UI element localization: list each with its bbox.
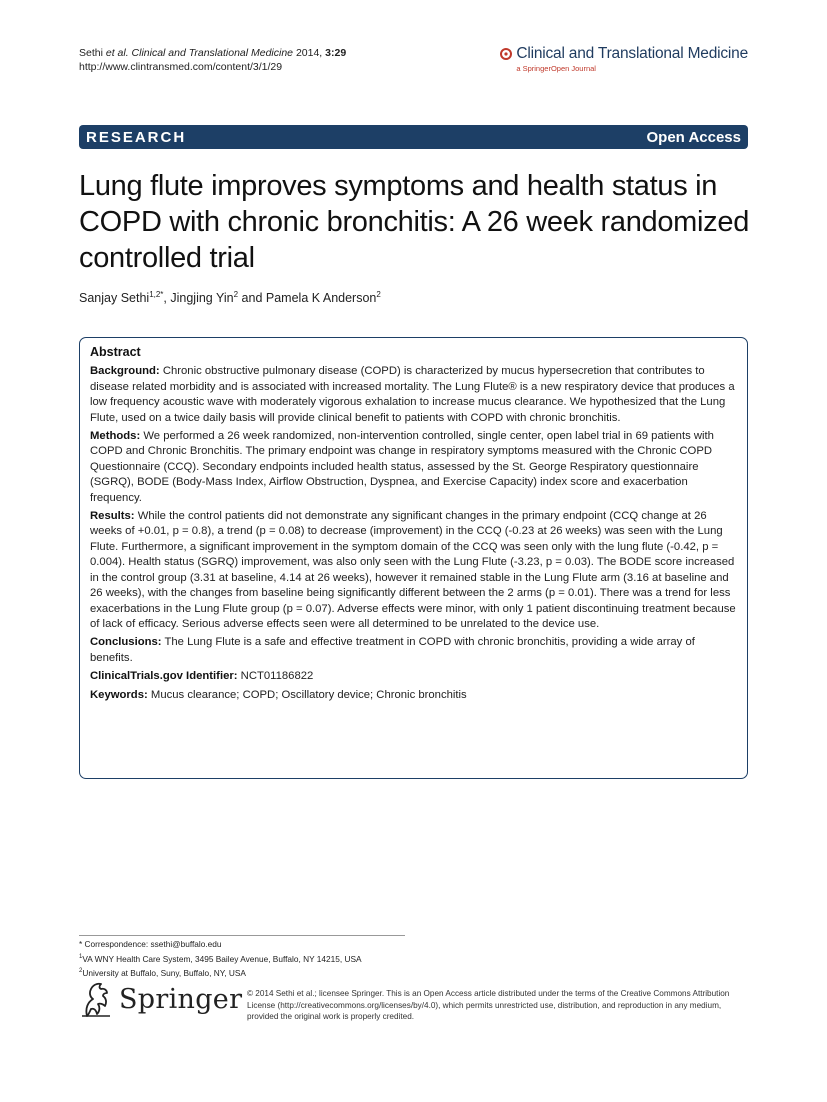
abstract-trial-id <box>90 669 737 684</box>
citation-line <box>79 46 346 60</box>
citation-volume: 3:29 <box>325 47 347 59</box>
abstract-methods <box>90 429 737 506</box>
citation-journal: Clinical and Translational Medicine <box>131 47 294 59</box>
results-label: Results: <box>90 510 135 523</box>
springer-horse-logo-icon <box>79 980 113 1018</box>
citation-etal: et al. <box>105 47 129 59</box>
citation-year: 2014, <box>295 47 323 59</box>
journal-brand <box>500 45 748 73</box>
publisher-name: Springer <box>119 983 243 1015</box>
trial-id[interactable]: NCT01186822 <box>240 670 314 683</box>
methods-label: Methods: <box>90 430 141 443</box>
running-header <box>79 46 346 74</box>
author-name: Jingjing Yin <box>170 291 234 306</box>
abstract-box <box>79 337 748 779</box>
journal-logo-icon <box>500 48 512 60</box>
background-text: Chronic obstructive pulmonary disease (COPD) is characterized by mucus hypersecretion that contributes to disease related morbidity and is associated with increased mortality. The Lung Flute® is a new respiratory device that produces a low frequency acoustic wave with moderately vigorous exhalation to increase mucus clearance. We hypothesized that the Lung Flute, used on a twice daily basis will provide clinical benefit to patients with COPD with chronic bronchitis. <box>90 365 735 424</box>
journal-name: Clinical and Translational Medicine <box>516 45 748 62</box>
conclusions-text: The Lung Flute is a safe and effective treatment in COPD with chronic bronchitis, providing a wide array of benefits. <box>90 636 695 664</box>
keywords-text: Mucus clearance; COPD; Oscillatory device; Chronic bronchitis <box>150 688 467 701</box>
results-text: While the control patients did not demonstrate any significant changes in the primary endpoint (CCQ change at 26 weeks of +0.01, p = 0.8), a trend (p = 0.08) to decrease (improvement) in the CCQ (-0.23 at 26 weeks) was seen with the Lung Flute. Furthermore, a significant improvement in the symptom domain of the CCQ was seen only with the lung flute (-0.42, p = 0.004). Health status (SGRQ) improvement, was also only seen with the Lung Flute (-3.23, p = 0.03). The BODE score increased in the control group (3.31 at baseline, 4.14 at 26 weeks), however it remained stable in the Lung Flute arm (3.16 at baseline and 26 weeks), with the changes from baseline being significantly different between the 2 arms (p = 0.01). There was a trend for less exacerbations in the Lung Flute group (p = 0.07). Adverse effects were minor, with only 1 patient discontinuing treatment because of lack of efficacy. Serious adverse effects seen were all determined to be unrelated to the device use. <box>90 510 736 630</box>
abstract-background <box>90 364 737 426</box>
correspondence: * Correspondence: ssethi@buffalo.edu <box>79 939 222 949</box>
affiliation-2-text: University at Buffalo, Suny, Buffalo, NY, USA <box>82 967 246 978</box>
affiliation-2 <box>79 965 362 979</box>
publisher-logo <box>79 980 242 1018</box>
abstract-results <box>90 509 737 632</box>
footnote-rule <box>79 935 405 936</box>
abstract-keywords <box>90 688 737 703</box>
author-separator: and <box>238 291 266 306</box>
license-text: © 2014 Sethi et al.; licensee Springer. This is an Open Access article distributed under the terms of the Creative Commons Attribution License (http://creativecommons.org/licenses/by/4.0), which permits unrestricted use, distribution, and reproduction in any medium, provided the original work is properly credited. <box>247 989 730 1021</box>
article-url[interactable]: http://www.clintransmed.com/content/3/1/29 <box>79 61 283 73</box>
affiliation-2-marker: 2 <box>79 967 83 974</box>
affiliation-1-marker: 1 <box>79 953 83 960</box>
conclusions-label: Conclusions: <box>90 636 162 649</box>
citation-authors: Sethi <box>79 47 103 59</box>
keywords-label: Keywords: <box>90 688 148 701</box>
author-name: Sanjay Sethi <box>79 291 150 306</box>
footnotes <box>79 938 362 979</box>
author-affiliation: 2 <box>233 290 239 299</box>
author-affiliation: 1,2* <box>149 290 164 299</box>
abstract-heading: Abstract <box>90 345 141 359</box>
abstract-conclusions <box>90 635 737 666</box>
open-access-label: Open Access <box>646 128 741 146</box>
affiliation-1 <box>79 951 362 965</box>
methods-text: We performed a 26 week randomized, non-intervention controlled, single center, open label trial in 69 patients with COPD and Chronic Bronchitis. The primary endpoint was change in respiratory symptoms measured with the Chronic COPD Questionnaire (CCQ). Secondary endpoints included health status, assessed by the St. George Respiratory questionnaire (SGRQ), BODE (Body-Mass Index, Airflow Obstruction, Dyspnea, and Exercise Capacity) index score and exacerbation frequency. <box>90 430 714 504</box>
article-type-label: RESEARCH <box>86 128 187 146</box>
article-type-banner <box>79 125 748 149</box>
author-separator: , <box>163 291 171 306</box>
journal-subtitle: a SpringerOpen Journal <box>516 64 596 73</box>
article-title: Lung flute improves symptoms and health status in COPD with chronic bronchitis: A 26 week randomized controlled trial <box>79 170 750 274</box>
author-name: Pamela K Anderson <box>265 291 377 306</box>
author-affiliation: 2 <box>376 290 381 299</box>
background-label: Background: <box>90 365 160 378</box>
author-list <box>79 290 381 305</box>
trial-label: ClinicalTrials.gov Identifier: <box>90 670 238 683</box>
affiliation-1-text: VA WNY Health Care System, 3495 Bailey Avenue, Buffalo, NY 14215, USA <box>82 953 362 964</box>
